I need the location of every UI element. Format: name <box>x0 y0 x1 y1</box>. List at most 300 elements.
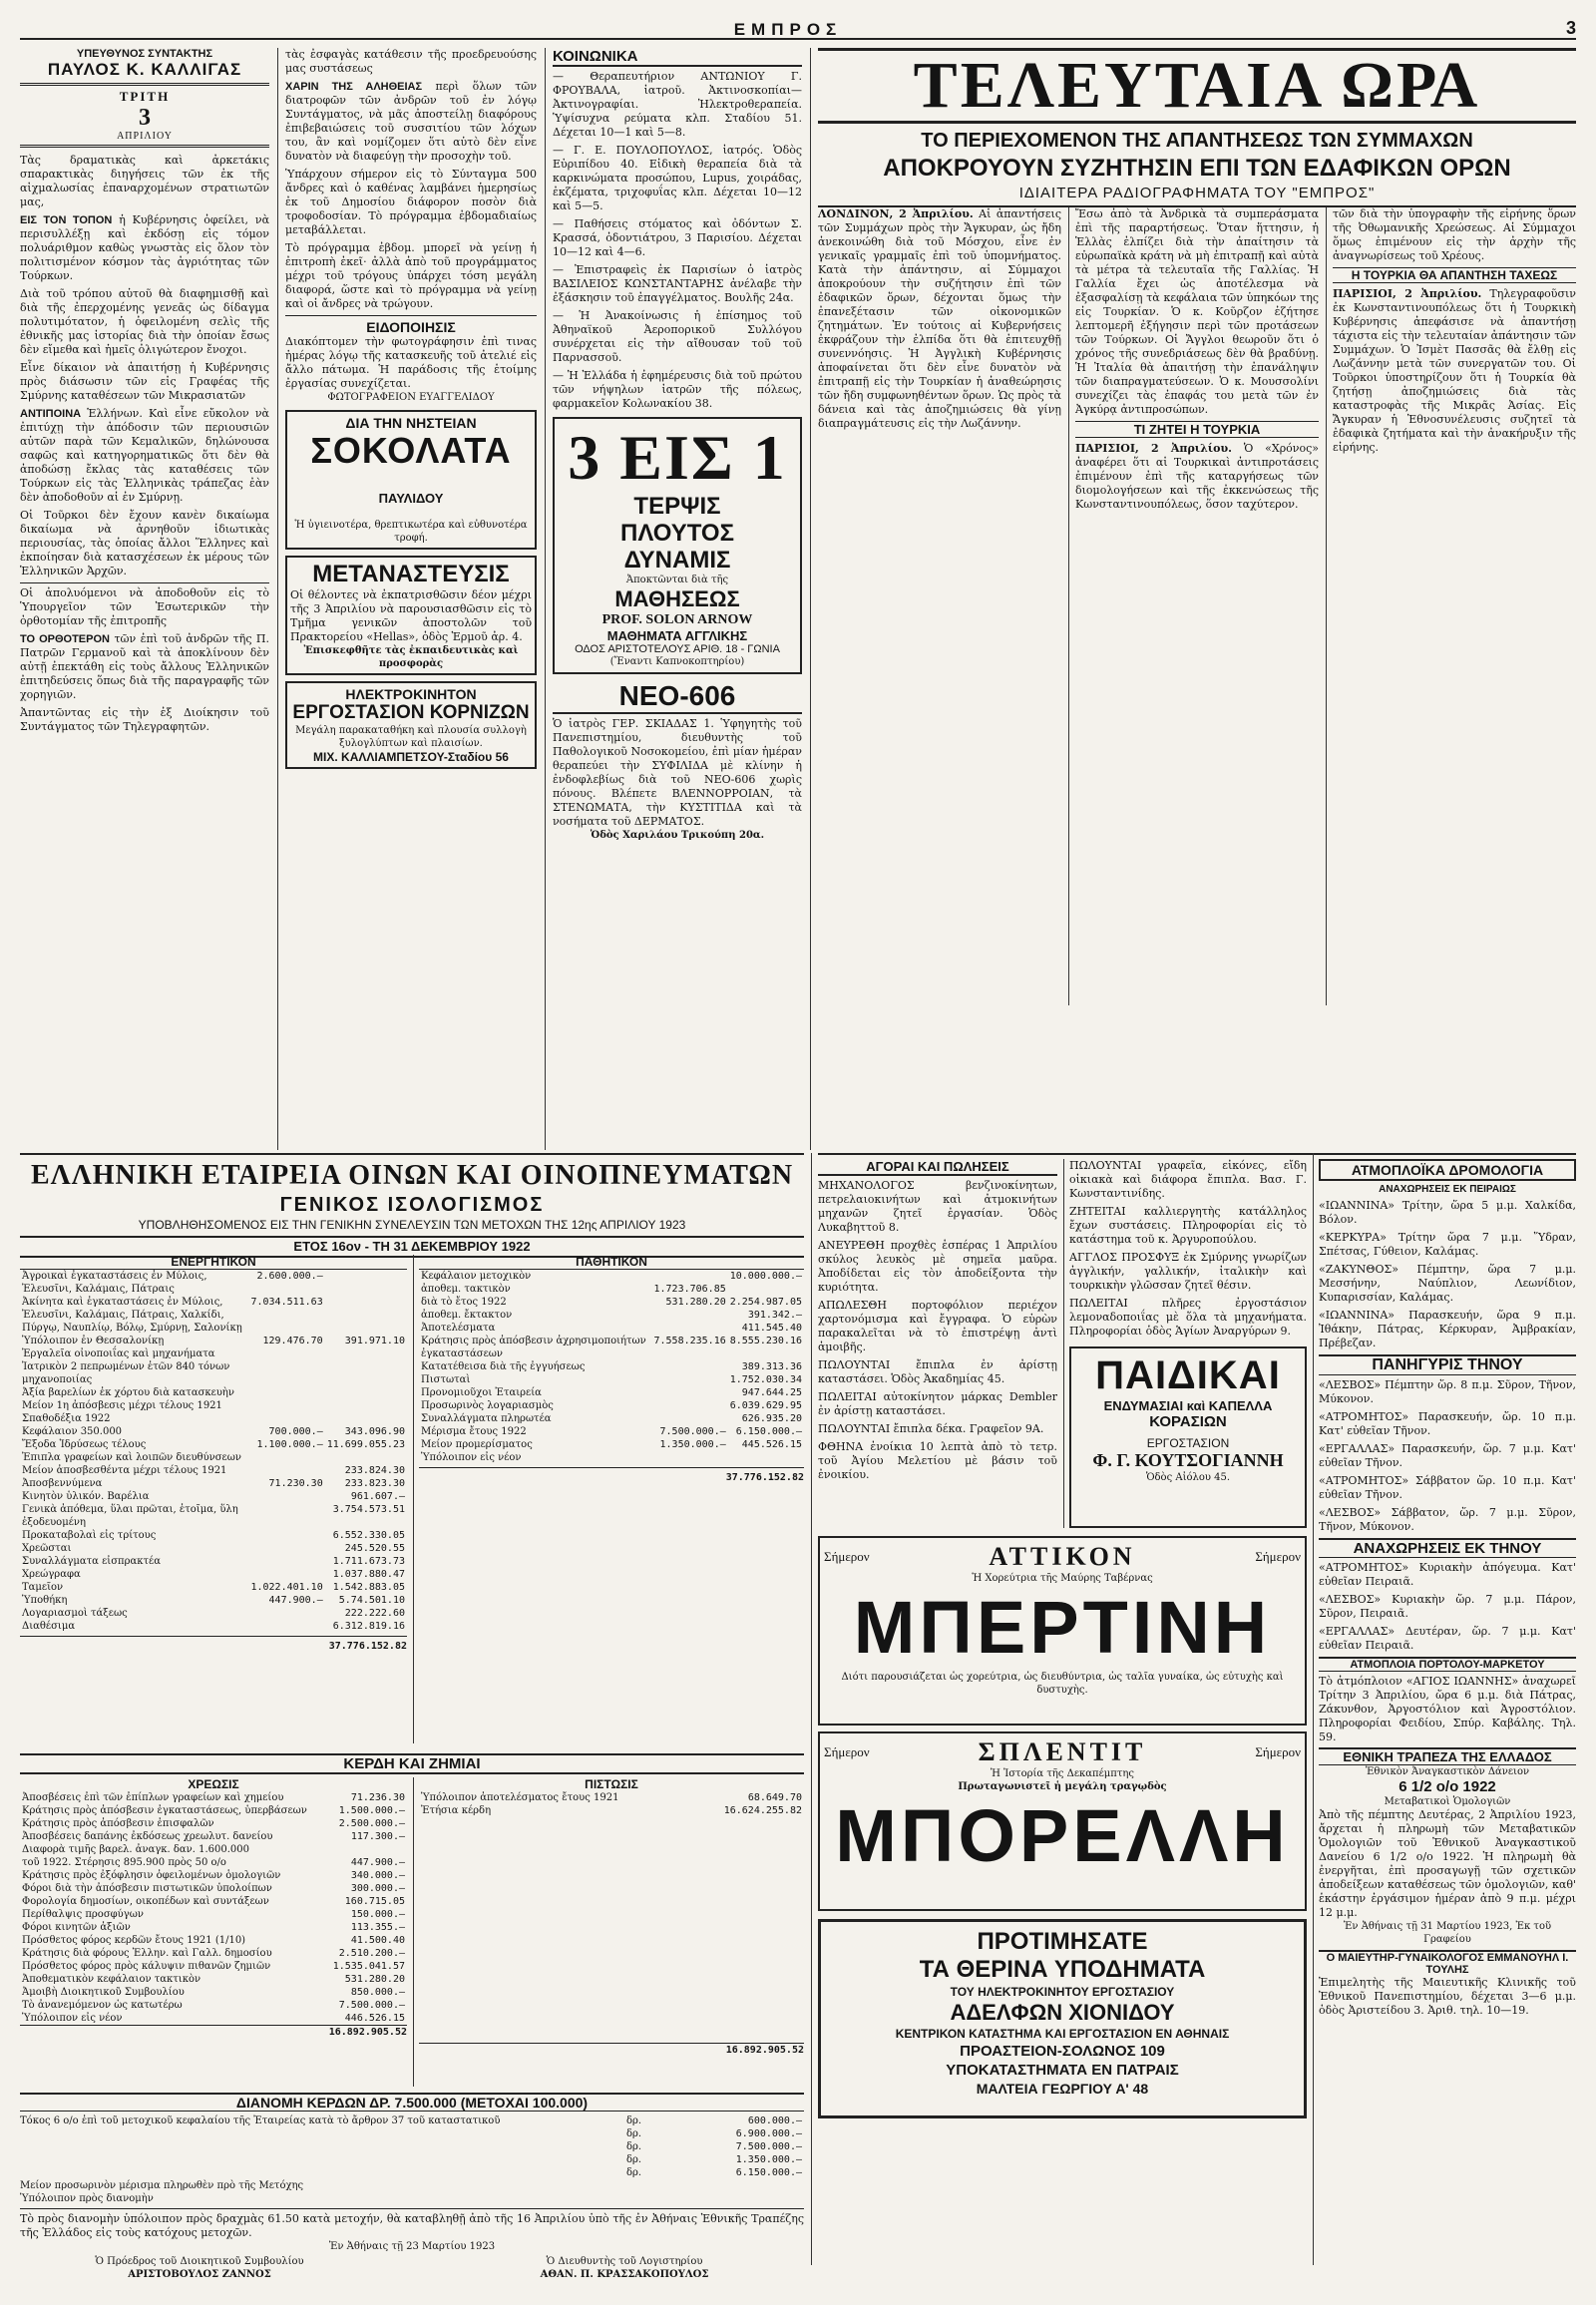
list-item: «ΑΤΡΟΜΗΤΟΣ» Σάββατον ὥρ. 10 π.μ. Κατ' εὐθεῖαν Τῆνον. <box>1319 1474 1576 1501</box>
classifieds-list-a <box>818 1179 1057 1482</box>
table-row <box>20 1529 407 1542</box>
paragraph: Διὰ τοῦ τρόπου αὐτοῦ θὰ διαφημισθῇ καὶ διὰ τῆς ἐπερχομένης γενεᾶς ὡς δίδαγμα πολυτιμότατον, ἡ ὀφειλομένη σελὶς τῆς ἐθνικῆς μας ἱστορίας διὰ τὴν ὁποίαν ἔσως δὲν εἴμεθα καὶ ἡμεῖς ὀλιγώτερον ἔνοχοι. <box>20 287 269 356</box>
table-row <box>20 1438 407 1451</box>
debit-table <box>20 1791 407 2025</box>
paragraph: Ἔσω ἀπὸ τὰ Ἀνδρικὰ τὰ συμπεράσματα ἐπὶ τῆς παραρτήσεως. Ὅταν ἥττησιν, ἡ Ἑλλὰς ἐλπίζει διὰ τὴν ἀπαίτησιν τὰ εὐρωπαϊκὰ κράτη νὰ μὴ ἐπιτραπῇ καὶ αὐτὰ τὰ μέτρα τὰ τελευταῖα τῆς Γαλλίας. Ἡ Γαλλία ἔχει ὡς ἀποτέλεσμα νὰ ἐξασφαλίσῃ τὰ κεφάλαια τῶν ὑπηκόων της εἰς Τουρκίαν. Ὁ κ. Κοῦρζον ἐζήτησε λεπτομερῆ ἐξήγησιν περὶ τῶν προτάσεων τῶν Τούρκων. Οἱ Ἄγγλοι θεωροῦν ὅτι ὁ χρόνος τῆς συνεδριάσεως δὲν θὰ βραδύνῃ. Ἡ Ἰταλία θὰ ἀπαιτήσῃ τὴν ἐπανάληψιν τῶν διαπραγματεύσεων. Ὁ κ. Μουσσολίνι συνεχίζει τὰς ἐπαφάς του μετὰ τῶν ἐν Ἀγκύρᾳ ἀντιπροσώπων. <box>1075 207 1319 416</box>
ad-shoes-l3: ΤΟΥ ΗΛΕΚΤΡΟΚΙΝΗΤΟΥ ΕΡΓΟΣΤΑΣΙΟΥ <box>950 1985 1175 1999</box>
row-value: 531.280.20 <box>665 1297 726 1308</box>
paragraph: Οἱ Τοῦρκοι δὲν ἔχουν κανὲν δικαίωμα δικαίωμα νὰ ἀρνηθοῦν ἰδιωτικὰς περιουσίας, τὰς ὁποίας ἄλλοι Ἕλληνες καὶ ἐκποίησαν διὰ κατασχέσεων ἐκ μέρους τῶν Ἑλληνικῶν Ἀρχῶν. <box>20 509 269 577</box>
ad-neo606-title: ΝΕΟ-606 <box>553 680 802 714</box>
dateline: ΠΑΡΙΣΙΟΙ, 2 Ἀπριλίου. <box>1075 442 1232 455</box>
table-row <box>419 1322 804 1335</box>
row-label: Ὑποθήκη <box>22 1595 68 1606</box>
row-value <box>728 1283 804 1296</box>
run-in-heading: ΤΟ ΟΡΘΟΤΕΡΟΝ <box>20 633 110 645</box>
last-hour-section <box>818 48 1576 511</box>
issue-date-number: 3 <box>139 105 151 131</box>
company-year-line: ΕΤΟΣ 16ον - ΤΗ 31 ΔΕΚΕΜΒΡΙΟΥ 1922 <box>20 1236 804 1258</box>
debit-column <box>20 1777 407 2039</box>
row-value <box>248 1451 324 1464</box>
row-value: 1.100.000.— <box>256 1439 323 1450</box>
ad-splendid-sub: Ἡ Ἱστορία τῆς Δεκαπέμπτης <box>991 1768 1134 1779</box>
table-row <box>20 1791 407 1804</box>
table-row <box>20 1490 407 1503</box>
row-label: Ἐπιπλα γραφείων καὶ λοιπῶν διευθύνσεων <box>22 1452 241 1463</box>
dist-text: Τόκος 6 ο/ο ἐπὶ τοῦ μετοχικοῦ κεφαλαίου τῆς Ἐταιρείας κατὰ τὸ ἄρθρον 37 τοῦ καταστατικοῦ <box>20 2115 501 2126</box>
last-hour-title: ΤΕΛΕΥΤΑΙΑ ΩΡΑ <box>818 48 1576 124</box>
table-row <box>624 2127 804 2140</box>
ad-summer-shoes <box>818 1919 1307 2118</box>
table-row <box>20 1607 407 1620</box>
table-row <box>20 1594 407 1607</box>
table-row <box>20 1464 407 1477</box>
row-value <box>325 1270 407 1296</box>
row-value: 700.000.— <box>268 1426 323 1437</box>
profit-loss <box>20 1753 804 2056</box>
signature-role: Ὁ Διευθυντὴς τοῦ Λογιστηρίου <box>546 2256 703 2267</box>
row-value: 129.476.70 <box>262 1336 323 1346</box>
dist-date: Ἐν Ἀθήναις τῇ 23 Μαρτίου 1923 <box>328 2241 496 2252</box>
paragraph: τῶν διὰ τὴν ὑπογραφὴν τῆς εἰρήνης ὅρων τῆς Ὀθωμανικῆς Χρεώσεως. Αἱ Σύμμαχοι ὅμως ἐπιμένουν εἰς τὴν ἀρχὴν τῆς ἀναγνωρίσεως τοῦ Χρέους. <box>1333 207 1576 262</box>
row-value <box>652 1360 728 1373</box>
table-row <box>624 2114 804 2127</box>
table-row <box>419 1296 804 1309</box>
credit-heading: ΠΙΣΤΩΣΙΣ <box>585 1777 638 1791</box>
list-item: — Γ. Ε. ΠΟΥΛΟΠΟΥΛΟΣ, ἰατρός. Ὁδὸς Εὐριπίδου 40. Εἰδικὴ θεραπεία διὰ τὰ καρκινώματα προσώπου, Lupus, χοιράδας, ἐκζέματα, τριχοφυΐας κλπ. Δέχεται 10—12 καὶ 5—5. <box>553 144 802 212</box>
row-label: Ἀποσβέσεις ἐπὶ τῶν ἐπίπλων γραφείων καὶ χημείου <box>22 1792 284 1803</box>
row-label: Κινητὸν ὑλικόν. Βαρέλια <box>22 1491 150 1502</box>
issue-month: ΑΠΡΙΛΙΟΥ <box>117 131 173 142</box>
row-value: 2.600.000.— <box>256 1271 323 1282</box>
obstetrician-title: Ο ΜΑΙΕΥΤΗΡ-ΓΥΝΑΙΚΟΛΟΓΟΣ ΕΜΜΑΝΟΥΗΛ Ι. ΤΟΥΛΗΣ <box>1319 1950 1576 1976</box>
row-value: 447.900.— <box>350 1857 405 1868</box>
row-label: δρ. <box>626 2154 642 2165</box>
row-value: 2.510.200.— <box>338 1948 405 1959</box>
list-item: ΠΩΛΟΥΝΤΑΙ γραφεῖα, εἰκόνες, εἴδη οἰκιακὰ καὶ διάφορα ἔπιπλα. Βασ. Γ. Κωνσταντινίδης. <box>1069 1159 1307 1200</box>
tinos-feast-title: ΠΑΝΗΓΥΡΙΣ ΤΗΝΟΥ <box>1319 1354 1576 1375</box>
row-value: 233.824.30 <box>344 1465 405 1476</box>
section-rule <box>818 1153 1576 1155</box>
dist-title: ΔΙΑΝΟΜΗ ΚΕΡΔΩΝ ΔΡ. 7.500.000 (ΜΕΤΟΧΑΙ 100.000) <box>20 2093 804 2112</box>
row-value <box>248 1347 324 1360</box>
row-value <box>248 1399 324 1412</box>
row-value: 6.150.000.— <box>735 1426 802 1437</box>
ad-shoes-l4: ΑΔΕΛΦΩΝ ΧΙΟΝΙΔΟΥ <box>950 2000 1175 2025</box>
row-label: Λογαριασμοὶ τάξεως <box>22 1608 128 1619</box>
list-item: ΠΩΛΟΥΝΤΑΙ ἔπιπλα ἐν ἀρίστῃ καταστάσει. Ὁδὸς Ἀκαδημίας 45. <box>818 1358 1057 1385</box>
last-hour-col-a <box>818 207 1061 431</box>
row-label: Πιστωταὶ <box>421 1374 471 1385</box>
ad-shoes-l6: ΠΡΟΑΣΤΕΙΟΝ-ΣΟΛΩΝΟΣ 109 <box>960 2043 1165 2060</box>
row-label: δρ. <box>626 2115 642 2126</box>
pl-title: ΚΕΡΔΗ ΚΑΙ ΖΗΜΙΑΙ <box>20 1753 804 1774</box>
row-value: 71.230.30 <box>268 1478 323 1489</box>
list-item: «ΙΩΑΝΝΙΝΑ» Παρασκευήν, ὥρα 9 π.μ. Ἰθάκην, Πάτρας, Κέρκυραν, Ἀμβρακίαν, Πρέβεζαν. <box>1319 1309 1576 1349</box>
assets-heading: ΕΝΕΡΓΗΤΙΚΟΝ <box>20 1255 407 1270</box>
column-rule <box>277 48 278 1150</box>
paragraph: Ἑλλήνων. Καὶ εἶνε εὔκολον νὰ ἐπιτύχῃ τὴν ἀπόδοσιν τῶν περιουσιῶν αὐτῶν παρὰ τῶν Κεμαλικῶν, δηλώνουσα σαφῶς καὶ κατηγορηματικῶς ὅτι δὲν θὰ ἀποδώσῃ ἔκλας τὰς καταθέσεις τῶν Τούρκων εἰς τὰς Ἑλληνικὰς τράπεζας ἐὰν δὲν ἀποδοθοῦν αἱ ἐν Σμύρνῃ. <box>20 407 269 504</box>
row-label: Διαφορὰ τιμῆς βαρελ. ἀναγκ. δαν. 1.600.000 <box>22 1844 250 1855</box>
list-item: ΜΗΧΑΝΟΛΟΓΟΣ βενζινοκίνητων, πετρελαιοκινήτων καὶ ἀτμοκινήτων μηχανῶν ζητεῖ ἐργασίαν. Ὁδὸς Λυκαβηττοῦ 8. <box>818 1179 1057 1234</box>
row-value <box>325 1451 407 1464</box>
list-item: — Ἐπιστραφεὶς ἐκ Παρισίων ὁ ἰατρὸς ΒΑΣΙΛΕΙΟΣ ΚΩΝΣΤΑΝΤΑΡΗΣ ἀνέλαβε τὴν ἐξάσκησιν τοῦ ἐπαγγέλματος. Βουλῆς 24α. <box>553 263 802 304</box>
row-label: Ἀποσβέσεις δαπάνης ἐκδόσεως χρεωλυτ. δανείου <box>22 1831 273 1842</box>
ad-neo606-address: Ὁδὸς Χαριλάου Τρικούπη 20α. <box>590 830 765 841</box>
ad-neo606-text: Ὁ ἰατρὸς ΓΕΡ. ΣΚΙΑΔΑΣ 1. Ὑφηγητὴς τοῦ Πανεπιστημίου, διευθυντὴς τοῦ Παθολογικοῦ Νοσοκομείου, ἐπὶ μίαν ἡμέραν θεραπεύει τὴν ΣΥΦΙΛΙΔΑ μὲ κλίνην ἡ ἐνδοφλεβίως διὰ τοῦ ΝΕΟ-606 χωρὶς πόνους. Βλέπετε ΒΛΕΝΝΟΡΡΟΙΑΝ, τὰ ΣΤΕΝΩΜΑΤΑ, τὴν ΚΥΣΤΙΤΙΔΑ καὶ τὰ νοσήματα τοῦ ΔΕΡΜΑΤΟΣ. <box>553 717 802 828</box>
row-label: Ἐργαλεῖα οἰνοποιΐας καὶ μηχανήματα <box>22 1348 215 1359</box>
table-row <box>20 1335 407 1347</box>
credit-total: 16.892.905.52 <box>419 2043 804 2057</box>
list-item: ΖΗΤΕΙΤΑΙ καλλιεργητὴς κατάλληλος ἔχων συστάσεις. Πληροφορίαι εἰς τὸ κατάστημα τοῦ κ. Ἀργυροπούλου. <box>1069 1205 1307 1246</box>
sub-heading: ΤΙ ΖΗΤΕΙ Η ΤΟΥΡΚΙΑ <box>1075 421 1319 438</box>
table-row <box>419 1386 804 1399</box>
dateline: ΠΑΡΙΣΙΟΙ, 2 Ἀπριλίου. <box>1333 287 1482 300</box>
list-item: ΑΓΓΛΟΣ ΠΡΟΣΦΥΞ ἐκ Σμύρνης γνωρίζων ἀγγλικήν, γαλλικήν, ἰταλικὴν καὶ τουρκικὴν γλῶσσαν ζητεῖ θέσιν. <box>1069 1251 1307 1292</box>
row-label: δρ. <box>626 2167 642 2178</box>
row-value <box>652 1412 728 1425</box>
row-value: 245.520.55 <box>344 1543 405 1554</box>
paragraph: Ὑπάρχουν σήμερον εἰς τὸ Σύνταγμα 500 ἄνδρες καὶ ὁ καθένας λαμβάνει ἡμερησίως ἐκ τοῦ Δημοσίου διάφορον ποσὸν διὰ τροφοδοσίαν. Τὸ πρόγραμμα ἐβδομαδιαίως μεταβάλλεται. <box>285 168 537 236</box>
row-label: Ἀκίνητα καὶ ἐγκαταστάσεις ἐν Μύλοις, Ἐλευσῖνι, Καλάμαις, Πάτραις, Χαλκίδι, Πύργῳ, Ναυπλίῳ, Βόλῳ, Σμύρνῃ, Σαλονίκῃ <box>22 1297 242 1334</box>
list-item: «ΖΑΚΥΝΘΟΣ» Πέμπτην, ὥρα 7 μ.μ. Μεσσήνην, Ναύπλιον, Λεωνίδιον, Κυπαρισσίαν, Καλάμας. <box>1319 1263 1576 1304</box>
column-rule <box>413 1777 414 2087</box>
table-row <box>20 1425 407 1438</box>
row-label: Μείον προμερίσματος <box>421 1439 533 1450</box>
obstetrician-text: Ἐπιμελητὴς τῆς Μαιευτικῆς Κλινικῆς τοῦ Ἐθνικοῦ Πανεπιστημίου, δέχεται 3—6 μ.μ. ὁδὸς Ἀριστείδου 3. Ἀριθ. τηλ. 10—19. <box>1319 1976 1576 2017</box>
row-label: Ὑπόλοιπον ἐν Θεσσαλονίκῃ <box>22 1336 165 1346</box>
table-row <box>419 1360 804 1373</box>
row-value: 6.900.000.— <box>735 2128 802 2139</box>
row-value <box>325 1399 407 1412</box>
paragraph: Αἱ ἀπαντήσεις τῶν Συμμάχων πρὸς τὴν Ἄγκυραν, ὡς ἤδη ἀνεκοινώθη διὰ τοῦ Μόσχου, εἶνε ἐν γενικαῖς γραμμαῖς ἐπὶ τοῦ ὑπομνήματος. Κατὰ τὴν ἀπάντησιν, αἱ Σύμμαχοι ἀποκρούουν τὴν συζήτησιν ἐπὶ τῶν ἐδαφικῶν ὅρων, δέχονται ὅμως τὴν ἐπανεξέτασιν τῶν οἰκονομικῶν ζητημάτων. Ἐν τούτοις αἱ Κυβερνήσεις ἐκφράζουν τὴν ἐλπίδα ὅτι θὰ ἐπιτευχθῇ συνεννόησις. Ἡ Ἀγγλικὴ Κυβέρνησις ἀποφαίνεται ὅτι δὲν εἶνε δυνατὸν νὰ ἐπιτραπῇ εἰς τὴν Τουρκίαν ἡ ἀναθεώρησις τῶν ἤδη συμφωνηθέντων ὅρων. Ὡς πρὸς τὰ δάνεια καὶ τὰς ἀποζημιώσεις θὰ γίνῃ διαπραγμάτευσις εἰς τὴν Λωζάννην. <box>818 207 1062 430</box>
ad-emigration-title: ΜΕΤΑΝΑΣΤΕΥΣΙΣ <box>312 561 510 587</box>
column-1 <box>20 48 269 738</box>
table-row <box>419 1804 804 1817</box>
row-label: Ἀγροικαὶ ἐγκαταστάσεις ἐν Μύλοις, Ἐλευσῖνι, Καλάμαις, Πάτραις <box>22 1271 207 1295</box>
column-rule <box>811 1153 812 2265</box>
ad-attikon-note: Διότι παρουσιάζεται ὡς χορεύτρια, ὡς διευθύντρια, ὡς ταλῖα γυναίκα, ὡς εὐτυχὴς καὶ δυστυχὴς. <box>841 1672 1284 1696</box>
table-row <box>20 1817 407 1830</box>
row-value <box>325 1386 407 1399</box>
row-value: 1.542.883.05 <box>332 1582 405 1593</box>
row-value: 531.280.20 <box>344 1974 405 1985</box>
row-value: 7.558.235.16 <box>653 1336 726 1346</box>
table-row <box>20 1412 407 1425</box>
table-row <box>419 1335 804 1360</box>
row-value <box>652 1322 728 1335</box>
ad-three-sub: Ἀποκτῶνται διὰ τῆς <box>625 575 729 585</box>
row-value <box>325 1296 407 1335</box>
ad-three-in-one <box>553 417 802 674</box>
row-label: Περίθαλψις προσφύγων <box>22 1909 144 1920</box>
table-row <box>624 2140 804 2153</box>
table-row <box>419 1399 804 1412</box>
table-row <box>20 2012 407 2025</box>
list-item: ΦΘΗΝΑ ἐνοίκια 10 λεπτὰ ἀπὸ τὸ τετρ. τοῦ Ἀγίου Μελετίου μὲ βάσιν τοῦ ἐνοικίου. <box>818 1440 1057 1481</box>
row-label: Κεφάλαιον 350.000 <box>22 1426 123 1437</box>
sub-heading: Η ΤΟΥΡΚΙΑ ΘΑ ΑΠΑΝΤΗΣΗ ΤΑΧΕΩΣ <box>1333 267 1576 283</box>
ad-childrens-address: Ὁδὸς Αἰόλου 45. <box>1145 1472 1231 1483</box>
ad-childrens-name: Φ. Γ. ΚΟΥΤΣΟΓΙΑΝΝΗ <box>1092 1450 1284 1470</box>
run-in-heading: ΧΑΡΙΝ ΤΗΣ ΑΛΗΘΕΙΑΣ <box>285 81 423 93</box>
row-label: διὰ τὸ ἔτος 1922 <box>421 1297 507 1308</box>
table-row <box>419 1791 804 1804</box>
dist-remain: Ὑπόλοιπον πρὸς διανομὴν <box>20 2193 154 2204</box>
row-value: 961.607.— <box>350 1491 405 1502</box>
national-bank-text: Ἀπὸ τῆς πέμπτης Δευτέρας, 2 Ἀπριλίου 1923, ἄρχεται ἡ πληρωμὴ τῶν Μεταβατικῶν Ὁμολογιῶν τοῦ Ἐθνικοῦ Ἀναγκαστικοῦ Δανείου 6 1/2 ο/ο 1922. Ἡ πληρωμὴ θὰ ἐνεργῆται, ἐπὶ προσαγωγῇ τῶν σχετικῶν ἀποδείξεων καταθέσεως τῶν ὁμολογιῶν, καθ' ἑκάστην ἐργάσιμον ἡμέραν ἀπὸ 9 π.μ. μέχρι 12 μ.μ. <box>1319 1808 1576 1919</box>
list-item: — Θεραπευτήριον ΑΝΤΩΝΙΟΥ Γ. ΦΡΟΥΒΑΛΑ, ἰατροῦ. Ἀκτινοσκοπίαι—Ἀκτινογραφίαι. Ἠλεκτροθεραπεία. Ὑψίσυχνα ρεύματα κλπ. Σταδίου 51. Δέχεται 10—1 καὶ 5—8. <box>553 70 802 139</box>
row-label: Γενικὰ ἀπόθεμα, ὕλαι πρῶται, ἑτοῖμα, ὕλη ἐξοδευομένη <box>22 1504 238 1528</box>
row-value: 41.500.40 <box>350 1935 405 1946</box>
editor-name: ΠΑΥΛΟΣ Κ. ΚΑΛΛΙΓΑΣ <box>47 60 242 79</box>
ad-emigration-footer: Ἐπισκεφθῆτε τὰς ἐκπαιδευτικὰς καὶ προσφορὰς <box>303 645 519 669</box>
liabilities-table <box>419 1270 804 1464</box>
row-label: Ὑπόλοιπον ἀποτελέσματος ἔτους 1921 <box>421 1792 619 1803</box>
row-value: 16.624.255.82 <box>723 1805 802 1816</box>
row-label: Κράτησις πρὸς ἐξόφλησιν ὀφειλομένων ὁμολογιῶν <box>22 1870 281 1881</box>
column-2-text <box>285 48 537 311</box>
row-value: 340.000.— <box>350 1870 405 1881</box>
list-item: — Ἡ Ἐλλάδα ἡ ἐφημέρευσις διὰ τοῦ πρώτου τῶν νήψηλων ἰατρῶν τῆς πόλεως, φαρμακεῖον Κολωνακίου 38. <box>553 369 802 410</box>
row-label: Ἀποθεματικὸν κεφάλαιον τακτικὸν <box>22 1974 201 1985</box>
ad-three-lessons: ΜΑΘΗΜΑΤΑ ΑΓΓΛΙΚΗΣ <box>606 628 748 643</box>
row-label: Φορολογία δημοσίων, οικοπέδων καὶ συντάξεων <box>22 1896 269 1907</box>
row-value: 222.222.60 <box>344 1608 405 1619</box>
ad-shoes-l7: ΥΠΟΚΑΤΑΣΤΗΜΑΤΑ ΕΝ ΠΑΤΡΑΙΣ <box>946 2062 1179 2079</box>
ad-attikon-film: ΜΠΕΡΤΙΝΗ <box>853 1586 1272 1669</box>
assets-total: 37.776.152.82 <box>328 1641 407 1652</box>
national-bank-sub3: Μεταβατικοὶ Ὁμολογιῶν <box>1384 1796 1511 1807</box>
row-value <box>652 1373 728 1386</box>
liabilities-heading: ΠΑΘΗΤΙΚΟΝ <box>419 1255 804 1270</box>
company-title: ΕΛΛΗΝΙΚΗ ΕΤΑΙΡΕΙΑ ΟΙΝΩΝ ΚΑΙ ΟΙΝΟΠΝΕΥΜΑΤΩΝ <box>30 1160 794 1191</box>
ad-attikon-theatre: ΑΤΤΙΚΟΝ <box>989 1542 1136 1571</box>
classifieds-title: ΑΓΟΡΑΙ ΚΑΙ ΠΩΛΗΣΕΙΣ <box>818 1159 1057 1176</box>
company-subtitle: ΓΕΝΙΚΟΣ ΙΣΟΛΟΓΙΣΜΟΣ <box>279 1194 545 1216</box>
company-intro: ΥΠΟΒΛΗΘΗΣΟΜΕΝΟΣ ΕΙΣ ΤΗΝ ΓΕΝΙΚΗΝ ΣΥΝΕΛΕΥΣΙΝ ΤΩΝ ΜΕΤΟΧΩΝ ΤΗΣ 12ης ΑΠΡΙΛΙΟΥ 1923 <box>138 1218 686 1232</box>
list-item: «ΛΕΣΒΟΣ» Κυριακὴν ὥρ. 7 μ.μ. Πάρον, Σῦρον, Πειραιᾶ. <box>1319 1593 1576 1620</box>
row-value: 391.971.10 <box>344 1336 405 1346</box>
row-value <box>248 1412 324 1425</box>
newspaper-page <box>20 18 1576 2280</box>
column-rule <box>545 48 546 1150</box>
row-value <box>652 1309 728 1322</box>
section-rule <box>20 1153 804 1155</box>
column-2 <box>285 48 537 769</box>
notice-text: Διακόπτομεν τὴν φωτογράφησιν ἐπὶ τινας ἡμέρας λόγῳ τῆς κατασκευῆς τοῦ ἀτελιέ εἰς ἄλλο πάτωμα. Ἡ παράδοσις τῆς ἑτοίμης ἐργασίας συνεχίζεται. <box>285 335 537 390</box>
row-value <box>248 1542 324 1555</box>
ad-childrens-big: ΠΑΙΔΙΚΑΙ <box>1095 1353 1281 1397</box>
ad-emigration-text: Οἱ θέλοντες νὰ ἐκπατρισθῶσιν δέον μέχρι τῆς 3 Ἀπριλίου νὰ παρουσιασθῶσιν εἰς τὸ Τμῆμα γενικῶν ἀποστολῶν τοῦ Πρακτορείου «Hellas», ὁδὸς Ἑρμοῦ ἀρ. 4. <box>290 588 532 643</box>
row-value <box>325 1360 407 1386</box>
row-value: 6.150.000.— <box>735 2167 802 2178</box>
issue-day: ΤΡΙΤΗ <box>119 89 171 104</box>
paragraph: Τὸ πρόγραμμα ἐβδομ. μπορεῖ νὰ γείνῃ ἡ ἐπιτροπὴ ἐκεῖ· ἀλλὰ ἀπὸ τοῦ προγράμματος μέχρι τοῦ τρόγους ὑπάρχει τόση μεγάλη διαφορά, ὥστε καὶ τὸ πρόγραμμα νὰ γείνῃ καὶ οἱ ἄνδρες νὰ τρώγουν. <box>285 241 537 310</box>
row-label: Πρόσθετος φόρος πρὸς κάλυψιν πιθανῶν ζημιῶν <box>22 1961 271 1972</box>
table-row <box>20 1921 407 1934</box>
row-value: 1.500.000.— <box>338 1805 405 1816</box>
table-row <box>20 1270 407 1296</box>
row-label: ἀποθεμ. ἔκτακτον <box>421 1310 513 1321</box>
table-row <box>20 1895 407 1908</box>
list-item: «ΛΕΣΒΟΣ» Σάββατον, ὥρ. 7 μ.μ. Σῦρον, Τῆνον, Μύκονον. <box>1319 1506 1576 1533</box>
ad-word-ploutos: ΠΛΟΥΤΟΣ <box>620 520 734 547</box>
table-row <box>20 1581 407 1594</box>
row-value: 1.022.401.10 <box>250 1582 323 1593</box>
table-row <box>20 1568 407 1581</box>
paragraph: Εἶνε δίκαιον νὰ ἀπαιτήσῃ ἡ Κυβέρνησις πρὸς διάσωσιν τῶν εἰς Γραφέας τῆς Σμύρνης καταθέσεων τῶν Μικρασιατῶν <box>20 361 269 402</box>
row-label: Προσωρινὸς λογαριασμὸς <box>421 1400 554 1411</box>
table-row <box>20 1555 407 1568</box>
row-label: Μέρισμα ἔτους 1922 <box>421 1426 527 1437</box>
row-label: Φόροι διὰ τὴν ἀπόσβεσιν πιστωτικῶν ὑπολοίπων <box>22 1883 272 1894</box>
row-value <box>248 1568 324 1581</box>
table-row <box>419 1270 804 1283</box>
ad-word-terpsis: ΤΕΡΨΙΣ <box>633 493 721 520</box>
row-label: Χρεῶσται <box>22 1543 72 1554</box>
run-in-heading: ΑΝΤΙΠΟΙΝΑ <box>20 408 82 420</box>
tinos-feast-list <box>1319 1378 1576 1534</box>
steamship-list <box>1319 1199 1576 1350</box>
row-label: Ἀμοιβὴ Διοικητικοῦ Συμβουλίου <box>22 1987 185 1998</box>
row-value: 1.535.041.57 <box>332 1961 405 1972</box>
ad-chocolate <box>285 410 537 550</box>
paragraph: Ἀπαντῶντας εἰς τὴν ἐξ Διοίκησιν τοῦ Συντάγματος τῶν Τηλεγραφητῶν. <box>20 706 269 733</box>
ad-three-teacher: PROF. SOLON ARNOW <box>601 612 753 627</box>
row-value <box>652 1270 728 1283</box>
liabilities-column <box>419 1255 804 1484</box>
row-label: Ὑπόλοιπον εἰς νέον <box>22 2013 123 2024</box>
row-value <box>248 1555 324 1568</box>
ad-shoes-l1: ΠΡΟΤΙΜΗΣΑΤΕ <box>977 1928 1148 1955</box>
ad-emigration <box>285 556 537 675</box>
last-hour-sub2: ΑΠΟΚΡΟΥΟΥΝ ΣΥΖΗΤΗΣΙΝ ΕΠΙ ΤΩΝ ΕΔΑΦΙΚΩΝ ΟΡΩΝ <box>883 155 1511 182</box>
ad-attikon-cinema <box>818 1536 1307 1726</box>
paragraph: Τηλεγραφοῦσιν ἐκ Κωνσταντινουπόλεως ὅτι ἡ Τουρκικὴ Κυβέρνησις ἀπεφάσισε νὰ ἀπαντήσῃ τάχιστα εἰς τὴν τελευταίαν ἀπάντησιν τῶν Συμμάχων. Ὁ Ἰσμὲτ Πασσᾶς θὰ ἔλθῃ εἰς Λωζάννην μετὰ τῶν συνεργατῶν του. Οἱ Τοῦρκοι ὑποστηρίζουν ὅτι ἡ Τουρκία θὰ ζητήσῃ ἀποζημιώσεις διὰ τὰς καταστροφὰς τῆς Μικρᾶς Ἀσίας. Εἰς Ἄγκυραν ἡ Ἐθνοσυνέλευσις συζητεῖ τὰ ἐδαφικὰ ζητήματα καὶ τὴν ἀνακήρυξιν τῆς εἰρήνης. <box>1333 287 1576 454</box>
row-value: 1.752.030.34 <box>729 1374 802 1385</box>
row-value: 7.034.511.63 <box>250 1297 323 1308</box>
ad-big-3-eis-1: 3 ΕΙΣ 1 <box>568 422 787 493</box>
row-label: Ἔξοδα Ἱδρύσεως τέλους <box>22 1439 147 1450</box>
signature-name: ΑΡΙΣΤΟΒΟΥΛΟΣ ΖΑΝΝΟΣ <box>128 2269 271 2280</box>
table-row <box>20 1360 407 1386</box>
row-value: 1.723.706.85 <box>653 1284 726 1295</box>
list-item: «ΑΤΡΟΜΗΤΟΣ» Παρασκευήν, ὥρ. 10 π.μ. Κατ' εὐθεῖαν Τῆνον. <box>1319 1410 1576 1437</box>
ad-splendid-sub2: Πρωταγωνιστεῖ ἡ μεγάλη τραγῳδὸς <box>958 1781 1167 1792</box>
table-row <box>20 1347 407 1360</box>
row-value: 2.500.000.— <box>338 1818 405 1829</box>
row-label: Μείον 1η ἀπόσβεσις μέχρι τέλους 1921 <box>22 1400 222 1411</box>
row-value: 117.300.— <box>350 1831 405 1842</box>
list-item: — Ἡ Ἀνακοίνωσις ἡ ἐπίσημος τοῦ Ἀθηναϊκοῦ Ἀεροπορικοῦ Συλλόγου συνέρχεται εἰς τὴν αἴθουσαν τοῦ τοῦ Παρνασσοῦ. <box>553 309 802 364</box>
table-row <box>20 1869 407 1882</box>
paragraph: Τὰς δραματικὰς καὶ ἀρκετάκις σπαρακτικὰς διηγήσεις τῶν ἐκ τῆς αἰχμαλωσίας ἐπαναρχομένων στρατιωτῶν μας, <box>20 154 269 208</box>
column-3 <box>553 48 802 842</box>
list-item: «ΑΤΡΟΜΗΤΟΣ» Κυριακὴν ἀπόγευμα. Κατ' εὐθεῖαν Πειραιᾶ. <box>1319 1561 1576 1588</box>
paragraph: Οἱ ἀπολυόμενοι νὰ ἀποδοθοῦν εἰς τὸ Ὑπουργεῖον τῶν Ἐσωτερικῶν τὴν ὀρθοτομίαν τῆς ἐπιτροπῆς <box>20 586 269 627</box>
table-row <box>20 1386 407 1399</box>
ad-shoes-l8: ΜΑΛΤΕΙΑ ΓΕΩΡΓΙΟΥ Α' 48 <box>976 2081 1149 2097</box>
row-value: 343.096.90 <box>344 1426 405 1437</box>
row-label: Ἀποσβεννύμενα <box>22 1478 103 1489</box>
steamship-sub: ΑΝΑΧΩΡΗΣΕΙΣ ΕΚ ΠΕΙΡΑΙΩΣ <box>1379 1184 1516 1195</box>
list-item: ΠΩΛΕΙΤΑΙ πλῆρες ἐργοστάσιον λεμοναδοποιΐας μὲ ὅλα τὰ μηχανήματα. Πληροφορίαι ὁδὸς Ἁγίων Ἀναργύρων 9. <box>1069 1297 1307 1338</box>
row-value: 10.000.000.— <box>729 1271 802 1282</box>
list-item: «ΚΕΡΚΥΡΑ» Τρίτην ὥρα 7 μ.μ. Ὕδραν, Σπέτσας, Γύθειον, Καλάμας. <box>1319 1231 1576 1258</box>
table-row <box>419 1283 804 1296</box>
balance-sheet <box>20 1159 804 2280</box>
koinonika-title: ΚΟΙΝΩΝΙΚΑ <box>553 48 802 67</box>
dist-less: Μείον προσωρινὸν μέρισμα πληρωθὲν πρὸ τῆς Μετόχης <box>20 2180 304 2191</box>
row-value <box>728 1451 804 1464</box>
row-label: Κράτησις πρὸς ἀπόσβεσιν ἀχρησιμοποιήτων ἐγκαταστάσεων <box>421 1336 646 1359</box>
ad-childrens-line3: ΕΡΓΟΣΤΑΣΙΟΝ <box>1146 1436 1230 1450</box>
table-row <box>20 1830 407 1843</box>
ad-today-label: Σήμερον <box>1255 1549 1301 1564</box>
table-row <box>419 1425 804 1438</box>
paper-name: ΕΜΠΡΟΣ <box>733 20 843 39</box>
row-label: Σπαθοδέξια 1922 <box>22 1413 111 1424</box>
row-label: Ἐτήσια κέρδη <box>421 1805 492 1816</box>
row-value: 391.342.— <box>747 1310 802 1321</box>
assets-column <box>20 1255 407 1653</box>
column-rule <box>413 1255 414 1743</box>
table-row <box>20 1542 407 1555</box>
row-value <box>248 1620 324 1633</box>
row-label: Συναλλάγματα εἰσπρακτέα <box>22 1556 161 1567</box>
row-value: 446.526.15 <box>344 2013 405 2024</box>
portolou-text: Τὸ ἀτμόπλοιον «ΑΓΙΟΣ ΙΩΑΝΝΗΣ» ἀναχωρεῖ Τρίτην 3 Ἀπριλίου, ὥρα 6 μ.μ. διὰ Πάτρας, Ζάκυνθον, Ἀργοστόλιον καὶ Ἀγροστόλιον. Πληροφορίαι Φειδίου, Σπύρ. Καβάλης. Τηλ. 59. <box>1319 1675 1576 1743</box>
column-rule <box>1063 1159 1064 1528</box>
ad-splendid-theatre: ΣΠΛΕΝΤΙΤ <box>978 1737 1147 1766</box>
row-label: Προνομιοῦχοι Ἐταιρεία <box>421 1387 542 1398</box>
row-label: Ἀξία βαρελίων ἐκ χόρτου διὰ κατασκευὴν <box>22 1387 234 1398</box>
national-bank-sub2: 6 1/2 ο/ο 1922 <box>1398 1778 1496 1795</box>
row-value: 947.644.25 <box>741 1387 802 1398</box>
tinos-departures-list <box>1319 1561 1576 1653</box>
koinonika-list <box>553 70 802 411</box>
editor-role: ΥΠΕΥΘΥΝΟΣ ΣΥΝΤΑΚΤΗΣ <box>76 48 213 60</box>
table-row <box>20 1399 407 1412</box>
ad-shoes-l2: ΤΑ ΘΕΡΙΝΑ ΥΠΟΔΗΜΑΤΑ <box>919 1956 1206 1983</box>
table-row <box>20 1620 407 1633</box>
column-rule <box>1068 207 1069 1005</box>
row-value <box>248 1386 324 1399</box>
paragraph: τῶν ἐπὶ τοῦ ἀνδρῶν τῆς Π. Πατρῶν Γερμανοῦ καὶ τὰ ἀποκλίνουν δὲν αὐτῇ ἐπεκτάθη εἰς τοὺς ἄλλους Ἑλληνικῶν ἐπιτηδεύσεις ὅπως διὰ τῆς παραγραφῆς τῶν χορηγιῶν. <box>20 632 270 701</box>
row-label: Ὑπόλοιπον εἰς νέον <box>421 1452 522 1463</box>
run-in-heading: ΕΙΣ ΤΟΝ ΤΟΠΟΝ <box>20 214 113 226</box>
ad-childrens-line1: ΕΝΔΥΜΑΣΙΑΙ καὶ ΚΑΠΕΛΛΑ <box>1103 1398 1273 1413</box>
row-value: 11.699.055.23 <box>326 1439 405 1450</box>
ad-childrens-clothing <box>1069 1346 1307 1528</box>
profit-distribution <box>20 2093 804 2281</box>
row-value <box>248 1464 324 1477</box>
steamship-title: ΑΤΜΟΠΛΟΪΚΑ ΔΡΟΜΟΛΟΓΙΑ <box>1319 1159 1576 1181</box>
row-value: 150.000.— <box>350 1909 405 1920</box>
table-row <box>20 1999 407 2012</box>
row-value <box>652 1386 728 1399</box>
row-value: 233.823.30 <box>344 1478 405 1489</box>
liabilities-total: 37.776.152.82 <box>725 1472 804 1483</box>
table-row <box>419 1373 804 1386</box>
row-value: 1.711.673.73 <box>332 1556 405 1567</box>
ad-word-dynamis: ΔΥΝΑΜΙΣ <box>623 547 731 574</box>
tinos-departures-title: ΑΝΑΧΩΡΗΣΕΙΣ ΕΚ ΤΗΝΟΥ <box>1319 1538 1576 1558</box>
column-1-text <box>20 154 269 734</box>
ad-splendid-cinema <box>818 1731 1307 1911</box>
row-value: 3.754.573.51 <box>332 1504 405 1515</box>
ad-chocolate-line1: ΔΙΑ ΤΗΝ ΝΗΣΤΕΙΑΝ <box>345 415 477 431</box>
